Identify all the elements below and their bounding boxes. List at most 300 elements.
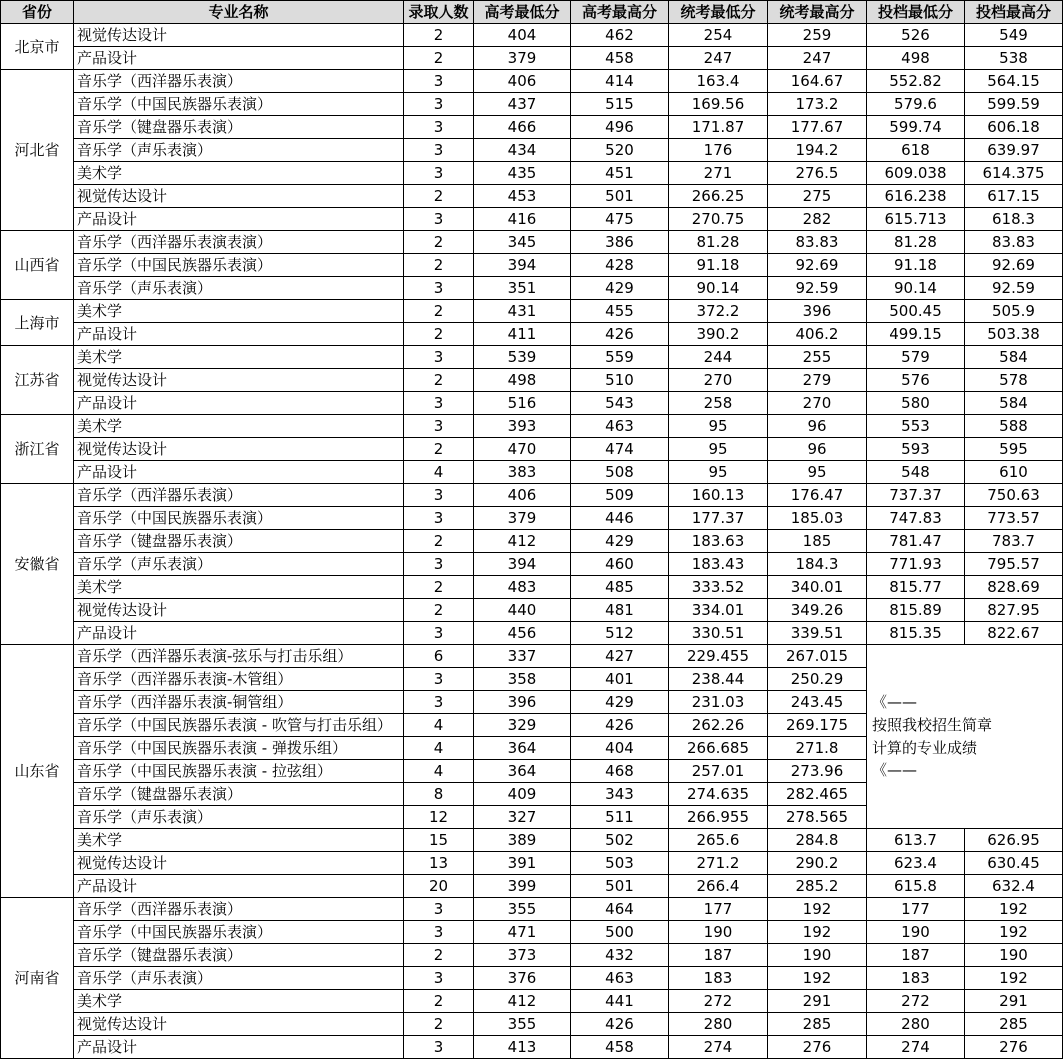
gaokao-max-cell: 462 xyxy=(571,24,669,47)
gaokao-min-cell: 394 xyxy=(474,553,571,576)
gaokao-max-cell: 458 xyxy=(571,47,669,70)
filing-max-cell: 538 xyxy=(965,47,1063,70)
admitted-count-cell: 4 xyxy=(404,714,474,737)
gaokao-min-cell: 364 xyxy=(474,737,571,760)
major-name-cell: 音乐学（中国民族器乐表演 - 吹管与打击乐组） xyxy=(74,714,404,737)
unified-exam-min-cell: 183.43 xyxy=(669,553,768,576)
unified-exam-min-cell: 274.635 xyxy=(669,783,768,806)
admitted-count-cell: 15 xyxy=(404,829,474,852)
filing-min-cell: 579 xyxy=(867,346,965,369)
header-major: 专业名称 xyxy=(74,1,404,24)
filing-max-cell: 626.95 xyxy=(965,829,1063,852)
gaokao-max-cell: 515 xyxy=(571,93,669,116)
unified-exam-min-cell: 266.685 xyxy=(669,737,768,760)
table-row xyxy=(1,185,1063,208)
filing-min-cell: 498 xyxy=(867,47,965,70)
admitted-count-cell: 2 xyxy=(404,254,474,277)
gaokao-max-cell: 429 xyxy=(571,530,669,553)
filing-max-cell: 192 xyxy=(965,898,1063,921)
unified-exam-max-cell: 284.8 xyxy=(768,829,867,852)
table-row xyxy=(1,461,1063,484)
filing-max-cell: 505.9 xyxy=(965,300,1063,323)
unified-exam-min-cell: 274 xyxy=(669,1036,768,1059)
header-unified-exam-min: 统考最低分 xyxy=(669,1,768,24)
unified-exam-max-cell: 83.83 xyxy=(768,231,867,254)
filing-min-cell: 618 xyxy=(867,139,965,162)
filing-max-cell: 599.59 xyxy=(965,93,1063,116)
major-name-cell: 视觉传达设计 xyxy=(74,599,404,622)
filing-min-cell: 177 xyxy=(867,898,965,921)
admitted-count-cell: 3 xyxy=(404,967,474,990)
admitted-count-cell: 2 xyxy=(404,944,474,967)
gaokao-max-cell: 455 xyxy=(571,300,669,323)
major-name-cell: 美术学 xyxy=(74,415,404,438)
admitted-count-cell: 3 xyxy=(404,484,474,507)
unified-exam-max-cell: 271.8 xyxy=(768,737,867,760)
filing-min-cell: 499.15 xyxy=(867,323,965,346)
gaokao-min-cell: 345 xyxy=(474,231,571,254)
filing-min-cell: 280 xyxy=(867,1013,965,1036)
unified-exam-min-cell: 244 xyxy=(669,346,768,369)
gaokao-max-cell: 559 xyxy=(571,346,669,369)
unified-exam-max-cell: 164.67 xyxy=(768,70,867,93)
major-name-cell: 视觉传达设计 xyxy=(74,185,404,208)
unified-exam-max-cell: 192 xyxy=(768,967,867,990)
admitted-count-cell: 3 xyxy=(404,553,474,576)
admitted-count-cell: 2 xyxy=(404,576,474,599)
unified-exam-max-cell: 190 xyxy=(768,944,867,967)
unified-exam-max-cell: 406.2 xyxy=(768,323,867,346)
gaokao-max-cell: 464 xyxy=(571,898,669,921)
table-row xyxy=(1,139,1063,162)
unified-exam-min-cell: 163.4 xyxy=(669,70,768,93)
filing-min-cell: 500.45 xyxy=(867,300,965,323)
filing-max-cell: 617.15 xyxy=(965,185,1063,208)
header-province: 省份 xyxy=(1,1,74,24)
gaokao-max-cell: 511 xyxy=(571,806,669,829)
table-row xyxy=(1,530,1063,553)
gaokao-max-cell: 426 xyxy=(571,1013,669,1036)
filing-max-cell: 83.83 xyxy=(965,231,1063,254)
unified-exam-min-cell: 266.4 xyxy=(669,875,768,898)
unified-exam-max-cell: 185 xyxy=(768,530,867,553)
header-gaokao-max: 高考最高分 xyxy=(571,1,669,24)
province-cell: 河北省 xyxy=(1,70,74,231)
filing-min-cell: 526 xyxy=(867,24,965,47)
unified-exam-min-cell: 187 xyxy=(669,944,768,967)
unified-exam-min-cell: 177.37 xyxy=(669,507,768,530)
gaokao-min-cell: 373 xyxy=(474,944,571,967)
admitted-count-cell: 2 xyxy=(404,185,474,208)
unified-exam-min-cell: 247 xyxy=(669,47,768,70)
filing-max-cell: 632.4 xyxy=(965,875,1063,898)
gaokao-min-cell: 431 xyxy=(474,300,571,323)
unified-exam-min-cell: 95 xyxy=(669,438,768,461)
major-name-cell: 音乐学（中国民族器乐表演 - 弹拨乐组） xyxy=(74,737,404,760)
unified-exam-min-cell: 238.44 xyxy=(669,668,768,691)
filing-max-cell: 549 xyxy=(965,24,1063,47)
table-row xyxy=(1,990,1063,1013)
unified-exam-max-cell: 185.03 xyxy=(768,507,867,530)
gaokao-min-cell: 379 xyxy=(474,47,571,70)
filing-max-cell: 192 xyxy=(965,921,1063,944)
unified-exam-min-cell: 266.955 xyxy=(669,806,768,829)
gaokao-min-cell: 470 xyxy=(474,438,571,461)
unified-exam-min-cell: 262.26 xyxy=(669,714,768,737)
gaokao-max-cell: 508 xyxy=(571,461,669,484)
unified-exam-min-cell: 177 xyxy=(669,898,768,921)
unified-exam-min-cell: 270 xyxy=(669,369,768,392)
table-row xyxy=(1,392,1063,415)
filing-max-cell: 614.375 xyxy=(965,162,1063,185)
score-note-line xyxy=(872,645,1062,668)
header-row xyxy=(1,1,1063,24)
table-row xyxy=(1,300,1063,323)
major-name-cell: 音乐学（中国民族器乐表演） xyxy=(74,93,404,116)
gaokao-max-cell: 426 xyxy=(571,714,669,737)
gaokao-max-cell: 463 xyxy=(571,967,669,990)
unified-exam-min-cell: 271.2 xyxy=(669,852,768,875)
major-name-cell: 产品设计 xyxy=(74,875,404,898)
major-name-cell: 音乐学（西洋器乐表演-弦乐与打击乐组） xyxy=(74,645,404,668)
table-row xyxy=(1,921,1063,944)
unified-exam-max-cell: 290.2 xyxy=(768,852,867,875)
gaokao-max-cell: 404 xyxy=(571,737,669,760)
gaokao-min-cell: 406 xyxy=(474,70,571,93)
filing-max-cell: 630.45 xyxy=(965,852,1063,875)
gaokao-min-cell: 471 xyxy=(474,921,571,944)
unified-exam-min-cell: 258 xyxy=(669,392,768,415)
admitted-count-cell: 3 xyxy=(404,346,474,369)
gaokao-min-cell: 399 xyxy=(474,875,571,898)
gaokao-min-cell: 355 xyxy=(474,1013,571,1036)
gaokao-max-cell: 446 xyxy=(571,507,669,530)
unified-exam-max-cell: 255 xyxy=(768,346,867,369)
gaokao-min-cell: 364 xyxy=(474,760,571,783)
gaokao-max-cell: 512 xyxy=(571,622,669,645)
gaokao-min-cell: 516 xyxy=(474,392,571,415)
filing-min-cell: 815.89 xyxy=(867,599,965,622)
filing-min-cell: 815.77 xyxy=(867,576,965,599)
major-name-cell: 音乐学（西洋器乐表演-木管组） xyxy=(74,668,404,691)
unified-exam-max-cell: 275 xyxy=(768,185,867,208)
gaokao-max-cell: 510 xyxy=(571,369,669,392)
unified-exam-max-cell: 92.59 xyxy=(768,277,867,300)
gaokao-max-cell: 429 xyxy=(571,277,669,300)
gaokao-min-cell: 412 xyxy=(474,530,571,553)
unified-exam-max-cell: 96 xyxy=(768,438,867,461)
header-filing-min: 投档最低分 xyxy=(867,1,965,24)
gaokao-max-cell: 451 xyxy=(571,162,669,185)
gaokao-min-cell: 498 xyxy=(474,369,571,392)
table-row xyxy=(1,231,1063,254)
unified-exam-min-cell: 372.2 xyxy=(669,300,768,323)
filing-max-cell: 192 xyxy=(965,967,1063,990)
score-note-line: 按照我校招生简章 xyxy=(872,715,993,734)
province-cell: 山西省 xyxy=(1,231,74,300)
gaokao-min-cell: 434 xyxy=(474,139,571,162)
gaokao-max-cell: 501 xyxy=(571,875,669,898)
admitted-count-cell: 3 xyxy=(404,70,474,93)
admitted-count-cell: 3 xyxy=(404,277,474,300)
unified-exam-max-cell: 247 xyxy=(768,47,867,70)
unified-exam-max-cell: 339.51 xyxy=(768,622,867,645)
gaokao-max-cell: 496 xyxy=(571,116,669,139)
unified-exam-min-cell: 270.75 xyxy=(669,208,768,231)
admitted-count-cell: 3 xyxy=(404,691,474,714)
major-name-cell: 产品设计 xyxy=(74,323,404,346)
admitted-count-cell: 2 xyxy=(404,990,474,1013)
filing-min-cell: 599.74 xyxy=(867,116,965,139)
filing-min-cell: 781.47 xyxy=(867,530,965,553)
table-row xyxy=(1,622,1063,645)
filing-min-cell: 187 xyxy=(867,944,965,967)
filing-min-cell: 552.82 xyxy=(867,70,965,93)
unified-exam-max-cell: 96 xyxy=(768,415,867,438)
unified-exam-min-cell: 254 xyxy=(669,24,768,47)
admitted-count-cell: 2 xyxy=(404,530,474,553)
gaokao-max-cell: 426 xyxy=(571,323,669,346)
gaokao-max-cell: 401 xyxy=(571,668,669,691)
gaokao-min-cell: 440 xyxy=(474,599,571,622)
gaokao-max-cell: 463 xyxy=(571,415,669,438)
filing-min-cell: 576 xyxy=(867,369,965,392)
filing-max-cell: 503.38 xyxy=(965,323,1063,346)
unified-exam-max-cell: 250.29 xyxy=(768,668,867,691)
major-name-cell: 音乐学（声乐表演） xyxy=(74,553,404,576)
table-row xyxy=(1,277,1063,300)
major-name-cell: 音乐学（中国民族器乐表演） xyxy=(74,921,404,944)
filing-max-cell: 584 xyxy=(965,346,1063,369)
unified-exam-max-cell: 270 xyxy=(768,392,867,415)
major-name-cell: 产品设计 xyxy=(74,1036,404,1059)
unified-exam-max-cell: 349.26 xyxy=(768,599,867,622)
admitted-count-cell: 12 xyxy=(404,806,474,829)
filing-max-cell: 783.7 xyxy=(965,530,1063,553)
major-name-cell: 美术学 xyxy=(74,162,404,185)
gaokao-min-cell: 389 xyxy=(474,829,571,852)
filing-min-cell: 815.35 xyxy=(867,622,965,645)
unified-exam-min-cell: 272 xyxy=(669,990,768,1013)
table-row xyxy=(1,1036,1063,1059)
filing-min-cell: 548 xyxy=(867,461,965,484)
gaokao-min-cell: 396 xyxy=(474,691,571,714)
table-row xyxy=(1,208,1063,231)
gaokao-min-cell: 453 xyxy=(474,185,571,208)
admitted-count-cell: 13 xyxy=(404,852,474,875)
unified-exam-max-cell: 276.5 xyxy=(768,162,867,185)
gaokao-max-cell: 441 xyxy=(571,990,669,1013)
unified-exam-max-cell: 340.01 xyxy=(768,576,867,599)
table-row xyxy=(1,162,1063,185)
table-row xyxy=(1,576,1063,599)
gaokao-max-cell: 429 xyxy=(571,691,669,714)
gaokao-max-cell: 474 xyxy=(571,438,669,461)
major-name-cell: 美术学 xyxy=(74,300,404,323)
major-name-cell: 音乐学（声乐表演） xyxy=(74,139,404,162)
table-row xyxy=(1,852,1063,875)
province-cell: 北京市 xyxy=(1,24,74,70)
filing-max-cell: 584 xyxy=(965,392,1063,415)
filing-min-cell: 553 xyxy=(867,415,965,438)
unified-exam-max-cell: 267.015 xyxy=(768,645,867,668)
unified-exam-min-cell: 257.01 xyxy=(669,760,768,783)
filing-max-cell: 285 xyxy=(965,1013,1063,1036)
header-unified-exam-max: 统考最高分 xyxy=(768,1,867,24)
unified-exam-max-cell: 279 xyxy=(768,369,867,392)
admitted-count-cell: 2 xyxy=(404,47,474,70)
gaokao-max-cell: 468 xyxy=(571,760,669,783)
admitted-count-cell: 3 xyxy=(404,921,474,944)
table-row xyxy=(1,645,1063,668)
admitted-count-cell: 3 xyxy=(404,139,474,162)
major-name-cell: 美术学 xyxy=(74,829,404,852)
filing-max-cell: 795.57 xyxy=(965,553,1063,576)
score-note-line xyxy=(872,668,1062,691)
major-name-cell: 美术学 xyxy=(74,576,404,599)
filing-min-cell: 81.28 xyxy=(867,231,965,254)
filing-min-cell: 737.37 xyxy=(867,484,965,507)
major-name-cell: 美术学 xyxy=(74,990,404,1013)
admitted-count-cell: 2 xyxy=(404,24,474,47)
major-name-cell: 产品设计 xyxy=(74,622,404,645)
major-name-cell: 音乐学（中国民族器乐表演） xyxy=(74,507,404,530)
major-name-cell: 音乐学（键盘器乐表演） xyxy=(74,944,404,967)
table-row xyxy=(1,47,1063,70)
table-row xyxy=(1,829,1063,852)
admitted-count-cell: 2 xyxy=(404,599,474,622)
filing-max-cell: 276 xyxy=(965,1036,1063,1059)
unified-exam-min-cell: 183 xyxy=(669,967,768,990)
unified-exam-min-cell: 171.87 xyxy=(669,116,768,139)
filing-max-cell: 92.59 xyxy=(965,277,1063,300)
gaokao-max-cell: 427 xyxy=(571,645,669,668)
header-admitted-count: 录取人数 xyxy=(404,1,474,24)
province-cell: 上海市 xyxy=(1,300,74,346)
unified-exam-min-cell: 280 xyxy=(669,1013,768,1036)
admitted-count-cell: 3 xyxy=(404,116,474,139)
filing-min-cell: 90.14 xyxy=(867,277,965,300)
gaokao-min-cell: 404 xyxy=(474,24,571,47)
gaokao-min-cell: 411 xyxy=(474,323,571,346)
table-row xyxy=(1,116,1063,139)
table-row xyxy=(1,415,1063,438)
province-cell: 河南省 xyxy=(1,898,74,1059)
gaokao-min-cell: 412 xyxy=(474,990,571,1013)
major-name-cell: 音乐学（键盘器乐表演） xyxy=(74,530,404,553)
unified-exam-max-cell: 192 xyxy=(768,898,867,921)
major-name-cell: 产品设计 xyxy=(74,392,404,415)
filing-min-cell: 91.18 xyxy=(867,254,965,277)
unified-exam-max-cell: 291 xyxy=(768,990,867,1013)
major-name-cell: 视觉传达设计 xyxy=(74,438,404,461)
unified-exam-min-cell: 183.63 xyxy=(669,530,768,553)
filing-min-cell: 190 xyxy=(867,921,965,944)
unified-exam-min-cell: 334.01 xyxy=(669,599,768,622)
unified-exam-max-cell: 285 xyxy=(768,1013,867,1036)
gaokao-min-cell: 437 xyxy=(474,93,571,116)
gaokao-max-cell: 520 xyxy=(571,139,669,162)
unified-exam-max-cell: 243.45 xyxy=(768,691,867,714)
unified-exam-min-cell: 330.51 xyxy=(669,622,768,645)
table-row xyxy=(1,254,1063,277)
admitted-count-cell: 3 xyxy=(404,93,474,116)
unified-exam-min-cell: 333.52 xyxy=(669,576,768,599)
filing-max-cell: 827.95 xyxy=(965,599,1063,622)
province-cell: 江苏省 xyxy=(1,346,74,415)
filing-min-cell: 615.8 xyxy=(867,875,965,898)
unified-exam-max-cell: 396 xyxy=(768,300,867,323)
table-row xyxy=(1,70,1063,93)
unified-exam-max-cell: 276 xyxy=(768,1036,867,1059)
unified-exam-max-cell: 282 xyxy=(768,208,867,231)
major-name-cell: 产品设计 xyxy=(74,461,404,484)
gaokao-min-cell: 379 xyxy=(474,507,571,530)
gaokao-max-cell: 503 xyxy=(571,852,669,875)
gaokao-min-cell: 327 xyxy=(474,806,571,829)
gaokao-max-cell: 458 xyxy=(571,1036,669,1059)
admitted-count-cell: 3 xyxy=(404,162,474,185)
admitted-count-cell: 2 xyxy=(404,231,474,254)
gaokao-min-cell: 351 xyxy=(474,277,571,300)
table-row xyxy=(1,553,1063,576)
filing-max-cell: 822.67 xyxy=(965,622,1063,645)
unified-exam-max-cell: 259 xyxy=(768,24,867,47)
unified-exam-min-cell: 95 xyxy=(669,415,768,438)
unified-exam-max-cell: 269.175 xyxy=(768,714,867,737)
gaokao-max-cell: 432 xyxy=(571,944,669,967)
gaokao-min-cell: 456 xyxy=(474,622,571,645)
filing-max-cell: 773.57 xyxy=(965,507,1063,530)
gaokao-min-cell: 391 xyxy=(474,852,571,875)
unified-exam-min-cell: 229.455 xyxy=(669,645,768,668)
major-name-cell: 音乐学（西洋器乐表演） xyxy=(74,484,404,507)
major-name-cell: 视觉传达设计 xyxy=(74,852,404,875)
gaokao-min-cell: 393 xyxy=(474,415,571,438)
filing-min-cell: 183 xyxy=(867,967,965,990)
filing-max-cell: 291 xyxy=(965,990,1063,1013)
admitted-count-cell: 4 xyxy=(404,737,474,760)
major-name-cell: 视觉传达设计 xyxy=(74,1013,404,1036)
table-row xyxy=(1,369,1063,392)
gaokao-max-cell: 500 xyxy=(571,921,669,944)
gaokao-min-cell: 466 xyxy=(474,116,571,139)
gaokao-max-cell: 485 xyxy=(571,576,669,599)
admitted-count-cell: 6 xyxy=(404,645,474,668)
unified-exam-min-cell: 271 xyxy=(669,162,768,185)
filing-max-cell: 618.3 xyxy=(965,208,1063,231)
filing-max-cell: 578 xyxy=(965,369,1063,392)
gaokao-min-cell: 383 xyxy=(474,461,571,484)
major-name-cell: 音乐学（中国民族器乐表演） xyxy=(74,254,404,277)
admitted-count-cell: 3 xyxy=(404,392,474,415)
table-row xyxy=(1,346,1063,369)
table-row xyxy=(1,875,1063,898)
unified-exam-max-cell: 285.2 xyxy=(768,875,867,898)
table-row xyxy=(1,967,1063,990)
gaokao-min-cell: 376 xyxy=(474,967,571,990)
unified-exam-max-cell: 278.565 xyxy=(768,806,867,829)
score-note-cell xyxy=(867,645,1063,829)
gaokao-min-cell: 483 xyxy=(474,576,571,599)
filing-min-cell: 747.83 xyxy=(867,507,965,530)
header-gaokao-min: 高考最低分 xyxy=(474,1,571,24)
unified-exam-min-cell: 176 xyxy=(669,139,768,162)
filing-max-cell: 750.63 xyxy=(965,484,1063,507)
unified-exam-min-cell: 91.18 xyxy=(669,254,768,277)
admitted-count-cell: 8 xyxy=(404,783,474,806)
filing-min-cell: 580 xyxy=(867,392,965,415)
